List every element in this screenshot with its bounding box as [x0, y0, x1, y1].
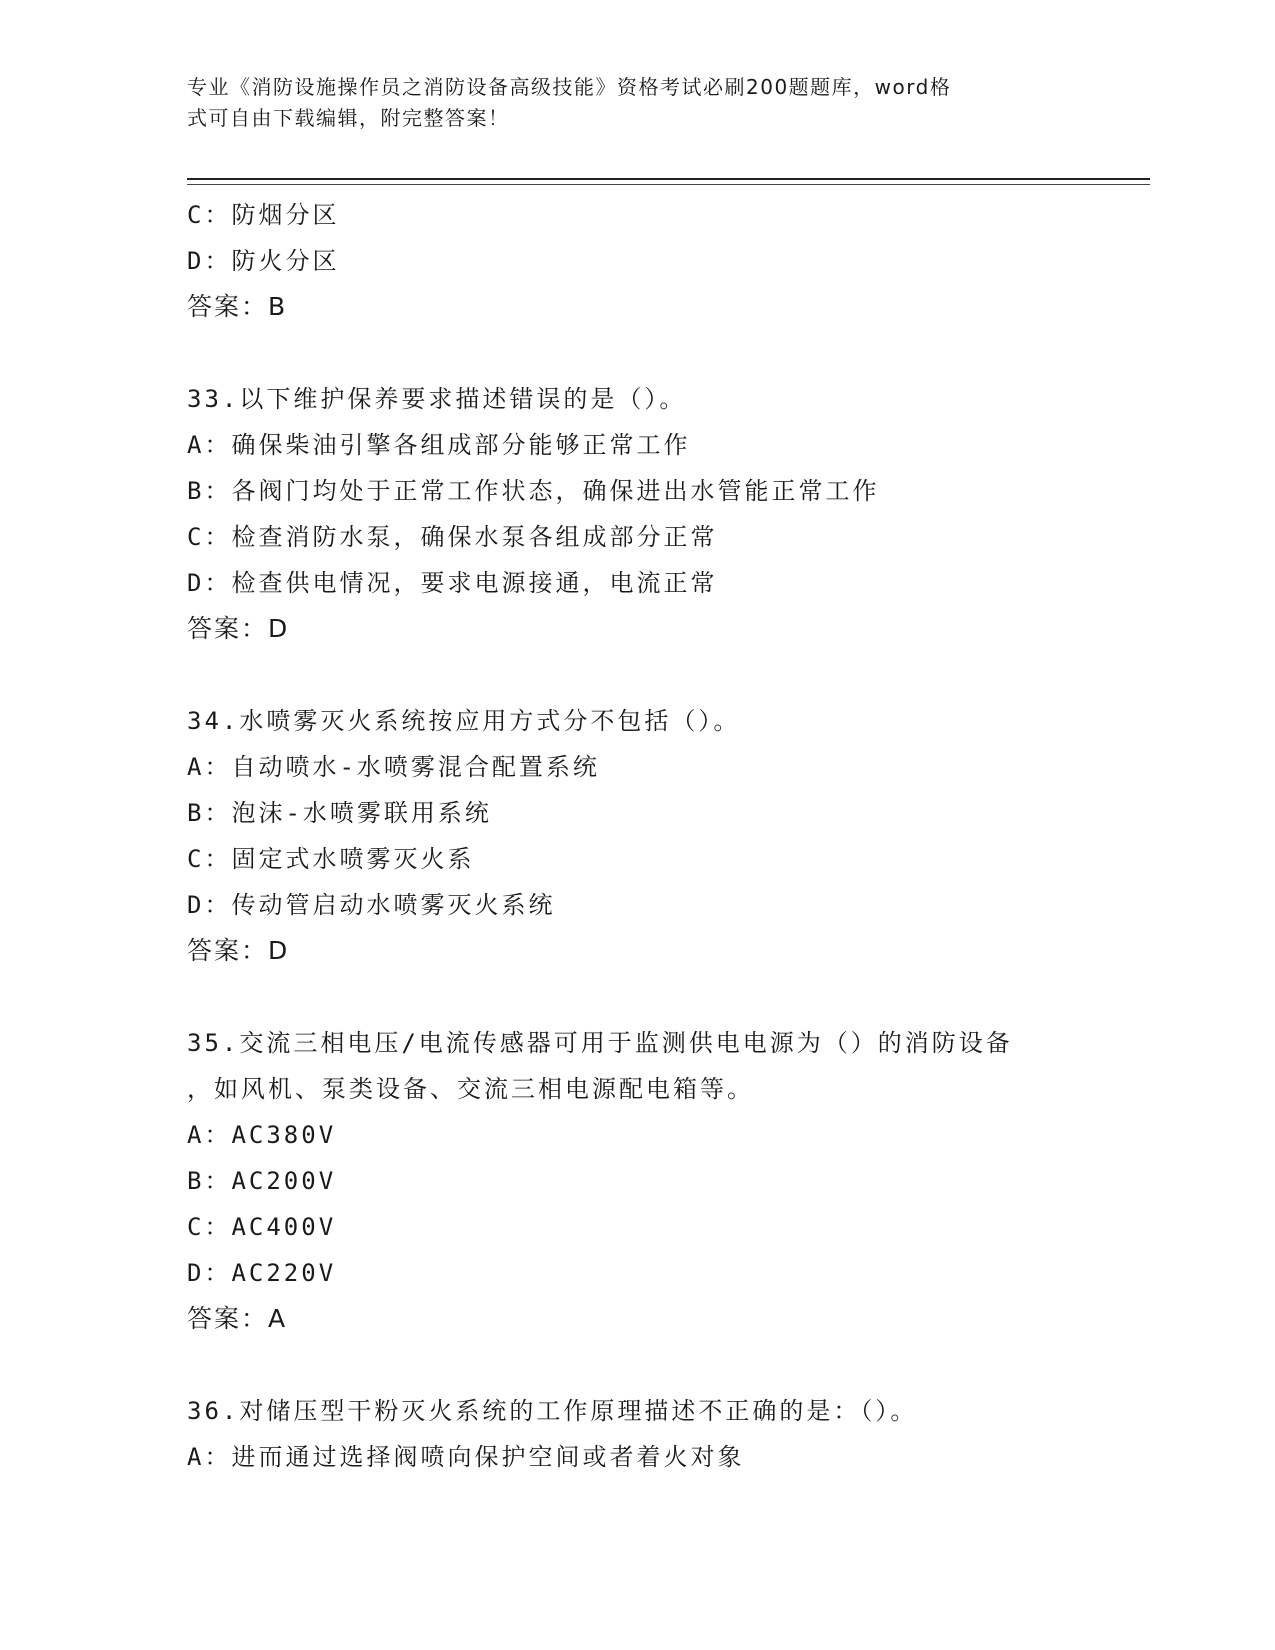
question-36	[187, 1388, 1147, 1480]
spacer	[187, 652, 1147, 698]
option-c: C：固定式水喷雾灭火系	[187, 845, 475, 873]
question-34	[187, 698, 1147, 974]
option-c: C：检查消防水泵，确保水泵各组成部分正常	[187, 523, 718, 551]
option-c: C：防烟分区	[187, 201, 340, 229]
previous-question-tail	[187, 192, 1147, 330]
header-divider-thick	[187, 178, 1150, 180]
question-33	[187, 376, 1147, 652]
option-d: D：AC220V	[187, 1259, 337, 1287]
option-d: D：检查供电情况，要求电源接通，电流正常	[187, 569, 718, 597]
answer-line: 答案：B	[187, 292, 288, 321]
option-a: A：自动喷水-水喷雾混合配置系统	[187, 753, 600, 781]
option-c: C：AC400V	[187, 1213, 337, 1241]
option-b: B：各阀门均处于正常工作状态，确保进出水管能正常工作	[187, 477, 880, 505]
question-stem: 34.水喷雾灭火系统按应用方式分不包括（）。	[187, 707, 741, 735]
question-stem: 33.以下维护保养要求描述错误的是（）。	[187, 385, 687, 413]
option-a: A：AC380V	[187, 1121, 337, 1149]
question-list	[187, 192, 1147, 1480]
spacer	[187, 330, 1147, 376]
option-b: B：AC200V	[187, 1167, 337, 1195]
page-header	[187, 72, 1067, 134]
question-stem: 35.交流三相电压/电流传感器可用于监测供电电源为（）的消防设备	[187, 1029, 1013, 1057]
header-line-2: 式可自由下载编辑，附完整答案！	[187, 106, 510, 130]
question-stem-continued: ，如风机、泵类设备、交流三相电源配电箱等。	[187, 1075, 754, 1103]
option-b: B：泡沫-水喷雾联用系统	[187, 799, 492, 827]
header-divider-thin	[187, 184, 1150, 185]
answer-line: 答案：D	[187, 614, 290, 643]
question-stem: 36.对储压型干粉灭火系统的工作原理描述不正确的是：（）。	[187, 1397, 918, 1425]
option-d: D：传动管启动水喷雾灭火系统	[187, 891, 556, 919]
option-d: D：防火分区	[187, 247, 340, 275]
option-a: A：进而通过选择阀喷向保护空间或者着火对象	[187, 1443, 745, 1471]
question-35	[187, 1020, 1147, 1342]
option-a: A：确保柴油引擎各组成部分能够正常工作	[187, 431, 691, 459]
answer-line: 答案：A	[187, 1304, 288, 1333]
spacer	[187, 1342, 1147, 1388]
spacer	[187, 974, 1147, 1020]
answer-line: 答案：D	[187, 936, 290, 965]
header-line-1: 专业《消防设施操作员之消防设备高级技能》资格考试必刷200题题库，word格	[187, 75, 952, 99]
